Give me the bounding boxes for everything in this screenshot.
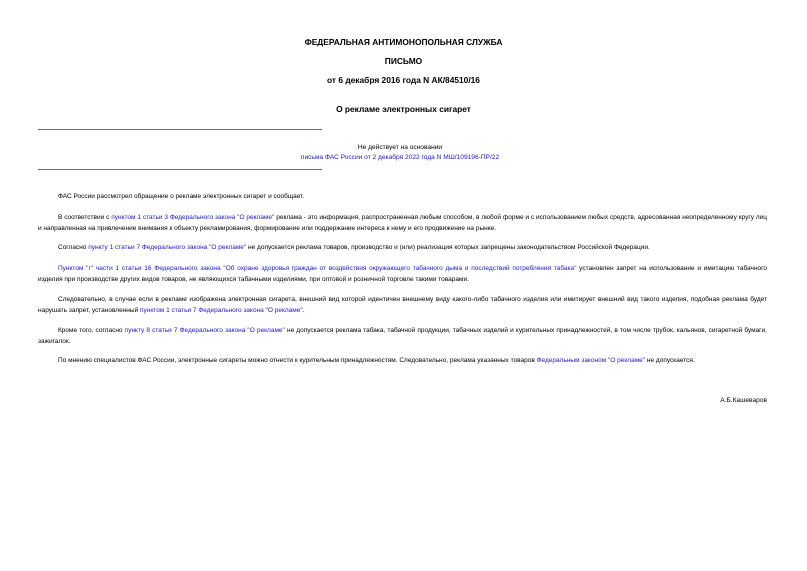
paragraph-5-text-b: . xyxy=(302,307,305,315)
status-note-container xyxy=(250,153,550,163)
paragraph-1 xyxy=(38,191,767,202)
paragraph-7-text-a: По мнению специалистов ФАС России, электронные сигареты можно отнести к курительным принадлежностям. Следовательно, реклама указанных товаров xyxy=(58,357,537,364)
document-subject: О рекламе электронных сигарет xyxy=(336,104,471,114)
paragraph-6-text-b: не допускается реклама табака, табачной продукции, табачных изделий и курительных принадлежностей, в том числе трубок, кальянов, сигаретной бумаги, зажигалок. xyxy=(38,327,767,346)
paragraph-5 xyxy=(38,294,767,317)
paragraph-7 xyxy=(38,355,767,366)
paragraph-4 xyxy=(38,263,767,286)
law-link-art3[interactable]: пунктом 1 статьи 3 Федерального закона "О рекламе" xyxy=(111,214,275,221)
paragraph-4-text-b: установлен запрет на использование и имитацию табачного изделия при производстве других видов товаров, не являющихся табачными изделиями, при оптовой и розничной торговле такими товарами. xyxy=(38,265,767,284)
paragraph-3-text-b: не допускается реклама товаров, производство и (или) реализация которых запрещены законодательством Российской Федерации. xyxy=(246,244,650,251)
divider-bottom xyxy=(38,169,322,170)
status-note-link[interactable]: письма ФАС России от 2 декабря 2022 года N МШ/109196-ПР/22 xyxy=(300,154,500,161)
law-link-federal-law[interactable]: Федеральным законом "О рекламе" xyxy=(536,357,646,364)
agency-title: ФЕДЕРАЛЬНАЯ АНТИМОНОПОЛЬНАЯ СЛУЖБА xyxy=(304,37,503,47)
paragraph-2-text-b: реклама - это информация, распространенная любым способом, в любой форме и с использованием любых средств, адресованная неопределенному кругу лиц и направленная на привлечение внимания к объекту рекламирования, формирование или поддержание интереса к нему и его продвижение на рынке. xyxy=(38,214,767,233)
law-link-art7-p8[interactable]: пункту 8 статьи 7 Федерального закона "О рекламе" xyxy=(124,327,285,334)
divider-top xyxy=(38,129,322,130)
signature: А.Б.Кашеваров xyxy=(720,397,767,404)
paragraph-6-text-a: Кроме того, согласно xyxy=(58,327,125,334)
law-link-art7-p1[interactable]: пункту 1 статьи 7 Федерального закона "О рекламе" xyxy=(88,244,247,251)
document-date-number: от 6 декабря 2016 года N АК/84510/16 xyxy=(327,75,480,85)
paragraph-3 xyxy=(38,242,767,253)
status-note-text: Не действует на основании xyxy=(357,144,443,151)
paragraph-1-text: ФАС России рассмотрел обращение о рекламе электронных сигарет и сообщает. xyxy=(58,193,305,200)
paragraph-3-text-a: Согласно xyxy=(58,244,89,251)
paragraph-6 xyxy=(38,325,767,348)
law-link-art7-p1-second[interactable]: пунктом 1 статьи 7 Федерального закона "О рекламе" xyxy=(140,307,303,315)
law-link-art16[interactable]: Пунктом "г" части 1 статьи 16 Федерального закона "Об охране здоровья граждан от воздействия окружающего табачного дыма и последствий потребления табака" xyxy=(58,265,577,272)
paragraph-2 xyxy=(38,212,767,235)
paragraph-7-text-b: не допускается. xyxy=(645,357,695,364)
paragraph-2-text-a: В соответствии с xyxy=(58,214,112,221)
document-type: ПИСЬМО xyxy=(384,56,423,66)
paragraph-5-text-a: Следовательно, в случае если в рекламе изображена электронная сигарета, внешний вид которой идентичен внешнему виду какого-либо табачного изделия или имитирует внешний вид такого изделия, подобная реклама будет нарушать запрет, установленный xyxy=(38,296,767,315)
